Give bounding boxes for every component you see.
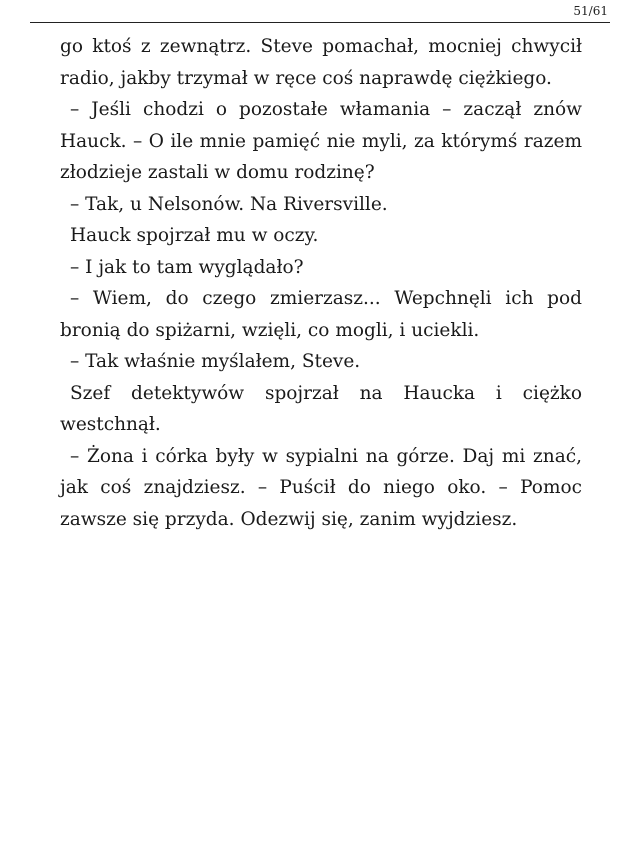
paragraph: – Tak, u Nelsonów. Na Riversville. (70, 193, 388, 215)
page-number: 51/61 (573, 4, 608, 18)
paragraph: – I jak to tam wyglądało? (70, 256, 304, 278)
paragraph: – Jeśli chodzi o pozostałe włamania – zaczął znów Hauck. – O ile mnie pamięć nie myli, za którymś razem złodzieje zastali w domu rodzinę? (60, 99, 582, 183)
paragraph: Hauck spojrzał mu w oczy. (70, 225, 319, 246)
paragraph: – Wiem, do czego zmierzasz... Wepchnęli ich pod bronią do spiżarni, wzięli, co mogli, i uciekli. (60, 288, 582, 341)
page-header (30, 0, 610, 23)
paragraph: – Żona i córka były w sypialni na górze. Daj mi znać, jak coś znajdziesz. – Puścił do niego oko. – Pomoc zawsze się przyda. Odezwij się, zanim wyjdziesz. (60, 445, 582, 530)
book-text (60, 31, 582, 535)
paragraph: Szef detektywów spojrzał na Haucka i ciężko westchnął. (60, 382, 582, 435)
paragraph: – Tak właśnie myślałem, Steve. (70, 351, 361, 372)
paragraph: go ktoś z zewnątrz. Steve pomachał, mocniej chwycił radio, jakby trzymał w ręce coś naprawdę ciężkiego. (60, 36, 582, 89)
